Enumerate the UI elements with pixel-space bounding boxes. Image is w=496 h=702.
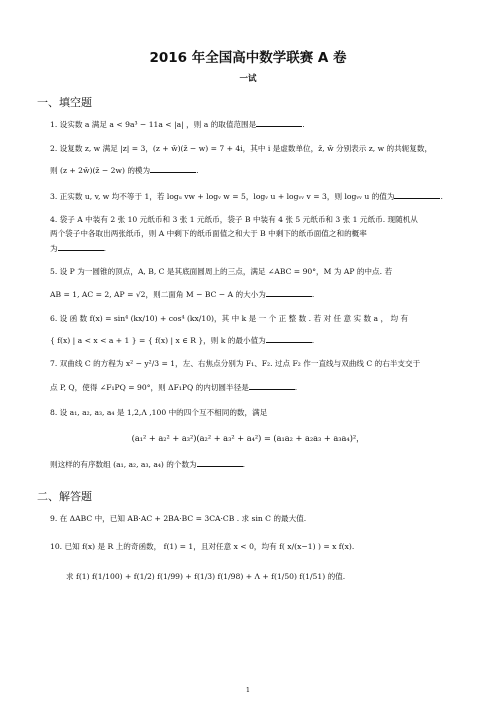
question-5-line-1: 5. 设 P 为一圆锥的顶点，A, B, C 是其底面圆周上的三点，满足 ∠ABC = 90°，M 为 AP 的中点. 若: [50, 267, 393, 276]
question-4-line-1: 4. 袋子 A 中装有 2 张 10 元纸币和 3 张 1 元纸币，袋子 B 中装有 4 张 5 元纸币和 3 张 1 元纸币. 现随机从: [50, 215, 418, 224]
question-2-line-2: 则 (z + 2w̄)(z̄ − 2w) 的模为 .: [50, 166, 199, 175]
question-6-line-2: { f(x) | a < x < a + 1 } = { f(x) | x ∈ R }，则 k 的最小值为 .: [50, 336, 315, 345]
question-5-line-2: AB = 1, AC = 2, AP = √2，则二面角 M − BC − A 的大小为 .: [50, 290, 315, 299]
question-7-line-1: 7. 双曲线 C 的方程为 x² − y²/3 = 1，左、右焦点分别为 F₁、F₂. 过点 F₂ 作一直线与双曲线 C 的右半支交于: [50, 359, 421, 368]
question-8-line-1: 8. 设 a₁, a₂, a₃, a₄ 是 1,2,Λ ,100 中的四个互不相同的数，满足: [50, 408, 268, 417]
question-1: 1. 设实数 a 满足 a < 9a³ − 11a < |a| ，则 a 的取值范围是 .: [50, 120, 305, 129]
question-8-equation: (a₁² + a₂² + a₃²)(a₂² + a₃² + a₄²) = (a₁a₂ + a₂a₃ + a₃a₄)²，: [131, 433, 365, 443]
question-4-line-3: 为 .: [50, 244, 107, 253]
question-4-line-2: 两个袋子中各取出两张纸币，则 A 中剩下的纸币面值之和大于 B 中剩下的纸币面值之和的概率: [50, 229, 367, 238]
section-heading-solutions: 二、解答题: [37, 490, 92, 503]
question-7-line-2: 点 P, Q，使得 ∠F₁PQ = 90°，则 ΔF₁PQ 的内切圆半径是 .: [50, 383, 298, 392]
page-title: 2016 年全国高中数学联赛 A 卷: [149, 50, 347, 66]
question-10-line-2: 求 f(1) f(1/100) + f(1/2) f(1/99) + f(1/3) f(1/98) + Λ + f(1/50) f(1/51) 的值.: [66, 572, 346, 581]
question-8-line-2: 则这样的有序数组 (a₁, a₂, a₃, a₄) 的个数为 .: [50, 460, 246, 469]
question-10-line-1: 10. 已知 f(x) 是 R 上的奇函数， f(1) = 1，且对任意 x < 0，均有 f( x/(x−1) ) = x f(x).: [50, 542, 355, 551]
question-9: 9. 在 ΔABC 中，已知 AB·AC + 2BA·BC = 3CA·CB . 求 sin C 的最大值.: [50, 514, 307, 523]
question-2-line-1: 2. 设复数 z, w 满足 |z| = 3，(z + w̄)(z̄ − w) = 7 + 4i，其中 i 是虚数单位，z̄, w̄ 分别表示 z, w 的共轭复数，: [50, 144, 433, 153]
question-3: 3. 正实数 u, v, w 均不等于 1，若 logᵤ vw + logᵥ w = 5，logᵥ u + logᵥᵥ v = 3，则 logᵥᵥ u 的值为 .: [50, 192, 443, 201]
section-heading-fill-in: 一、填空题: [37, 96, 92, 109]
page-number: 1: [245, 686, 251, 694]
page-subtitle: 一试: [239, 74, 257, 84]
question-6-line-1: 6. 设 函 数 f(x) = sin⁴ (kx/10) + cos⁴ (kx/10)，其 中 k 是 一 个 正 整 数 . 若 对 任 意 实 数 a ， 均 有: [50, 314, 409, 323]
